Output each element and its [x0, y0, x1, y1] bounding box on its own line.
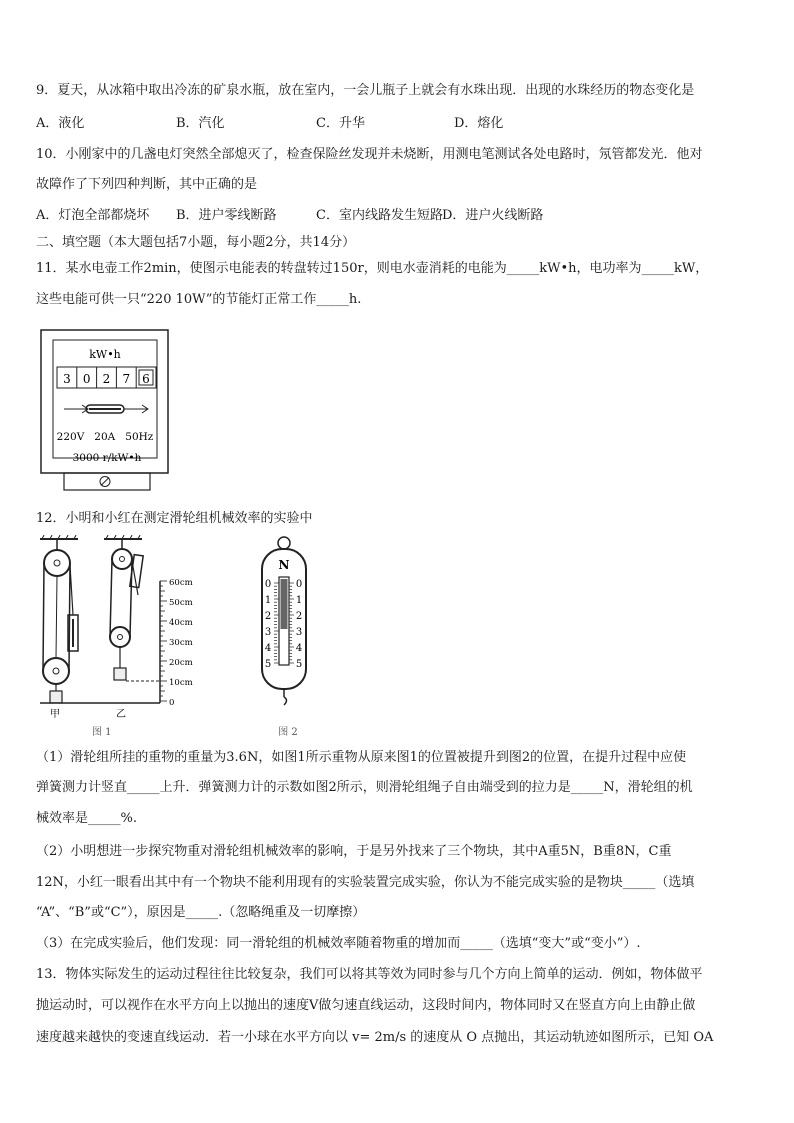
ruler — [160, 578, 193, 708]
scale-left-2: 2 — [264, 611, 272, 622]
scale-right-2: 2 — [295, 611, 303, 622]
meter-digit-4: 7 — [122, 372, 131, 386]
meter-digit-2: 0 — [82, 372, 91, 386]
scale-unit-letter: N — [278, 558, 290, 572]
q10-stem-line2: 故障作了下列四种判断，其中正确的是 — [36, 177, 258, 192]
figure-1-caption: 图 1 — [92, 727, 112, 738]
section-heading-fill-in: 二、填空题（本大题包括7小题，每小题2分，共14分） — [36, 235, 356, 250]
meter-digit-1: 3 — [63, 372, 71, 386]
q12-part1-line2: 弹簧测力计竖直_____上升．弹簧测力计的示数如图2所示，则滑轮组绳子自由端受到的拉力是_____N，滑轮组的机 — [36, 780, 693, 795]
q11-line2: 这些电能可供一只“220 10W”的节能灯正常工作_____h. — [36, 292, 362, 307]
scale-right-4: 4 — [295, 643, 303, 654]
q11-line1: 11．某水电壶工作2min，使图示电能表的转盘转过150r，则电水壶消耗的电能为_____kW•h，电功率为_____kW， — [36, 261, 709, 276]
q12-part1-line1: （1）滑轮组所挂的重物的重量为3.6N，如图1所示重物从原来图1的位置被提升到图2的位置，在提升过程中应使 — [36, 750, 687, 765]
scale-right-0: 0 — [295, 579, 303, 590]
ruler-label-60: 60cm — [169, 578, 193, 588]
scale-left-3: 3 — [264, 627, 272, 638]
scale-left-1: 1 — [264, 595, 272, 606]
q9-option-b: B．汽化 — [176, 116, 225, 131]
scale-left-0: 0 — [264, 579, 272, 590]
q9-option-d: D．熔化 — [454, 116, 504, 131]
ruler-label-20: 20cm — [169, 658, 193, 668]
meter-digit-3: 2 — [102, 372, 111, 386]
ruler-label-30: 30cm — [169, 638, 193, 648]
meter-unit-label: kW•h — [89, 348, 121, 361]
meter-terminal-icon — [100, 477, 110, 487]
pulley-figure-1 — [36, 535, 224, 740]
q10-option-a: A．灯泡全部都烧坏 — [36, 208, 150, 223]
ruler-label-0: 0 — [169, 698, 175, 708]
meter-ratings: 220V 20A 50Hz — [56, 431, 154, 443]
q13-line1: 13．物体实际发生的运动过程往往比较复杂，我们可以将其等效为同时参与几个方向上简单的运动．例如，物体做平 — [36, 967, 703, 982]
q13-line3: 速度越来越快的变速直线运动．若一小球在水平方向以 v= 2m/s 的速度从 O 点抛出，其运动轨迹如图所示，已知 OA — [36, 1030, 714, 1045]
meter-disc-icon — [64, 405, 148, 413]
q10-option-b: B．进户零线断路 — [176, 208, 277, 223]
scale-right-5: 5 — [295, 659, 303, 670]
q12-part1-line3: 械效率是_____%. — [36, 811, 137, 826]
meter-digit-5: 6 — [142, 372, 150, 386]
q9-option-c: C．升华 — [316, 116, 365, 131]
q9-option-a: A．液化 — [36, 116, 85, 131]
scale-right-3: 3 — [295, 627, 303, 638]
setup-label-yi: 乙 — [116, 709, 126, 720]
scale-right-1: 1 — [295, 595, 303, 606]
scale-left-4: 4 — [264, 643, 272, 654]
scale-left-5: 5 — [264, 659, 272, 670]
pulley-setup-yi — [104, 535, 161, 681]
q12-stem: 12．小明和小红在测定滑轮组机械效率的实验中 — [36, 511, 313, 526]
q10-stem-line1: 10．小刚家中的几盏电灯突然全部熄灭了，检查保险丝发现并未烧断，用测电笔测试各处电路时，氖管都发光．他对 — [36, 147, 703, 162]
q12-part2-line2: 12N，小红一眼看出其中有一个物块不能利用现有的实验装置完成实验，你认为不能完成实验的是物块_____（选填 — [36, 875, 695, 890]
meter-constant: 3000 r/kW•h — [72, 452, 142, 464]
q10-option-c: C．室内线路发生短路 — [316, 208, 443, 223]
q13-line2: 抛运动时，可以视作在水平方向上以抛出的速度V做匀速直线运动，这段时间内，物体同时又在竖直方向上由静止做 — [36, 998, 696, 1013]
energy-meter-figure — [40, 328, 170, 492]
pulley-setup-jia — [40, 535, 78, 703]
figure-2-caption: 图 2 — [278, 727, 298, 738]
q12-part2-line3: “A”、“B”或“C”），原因是_____.（忽略绳重及一切摩擦） — [36, 905, 366, 920]
ruler-label-10: 10cm — [169, 678, 193, 688]
q9-stem: 9．夏天，从冰箱中取出冷冻的矿泉水瓶，放在室内，一会儿瓶子上就会有水珠出现．出现的水珠经历的物态变化是 — [36, 83, 695, 98]
q12-part3-line1: （3）在完成实验后，他们发现：同一滑轮组的机械效率随着物重的增加而_____（选填“变大”或“变小”）. — [36, 936, 641, 951]
q12-part2-line1: （2）小明想进一步探究物重对滑轮组机械效率的影响，于是另外找来了三个物块，其中A重5N，B重8N，C重 — [36, 844, 672, 859]
q10-option-d: D．进户火线断路 — [442, 208, 544, 223]
setup-label-jia: 甲 — [50, 709, 60, 720]
ruler-label-40: 40cm — [169, 618, 193, 628]
spring-scale-figure-2 — [252, 535, 314, 740]
ruler-label-50: 50cm — [169, 598, 193, 608]
